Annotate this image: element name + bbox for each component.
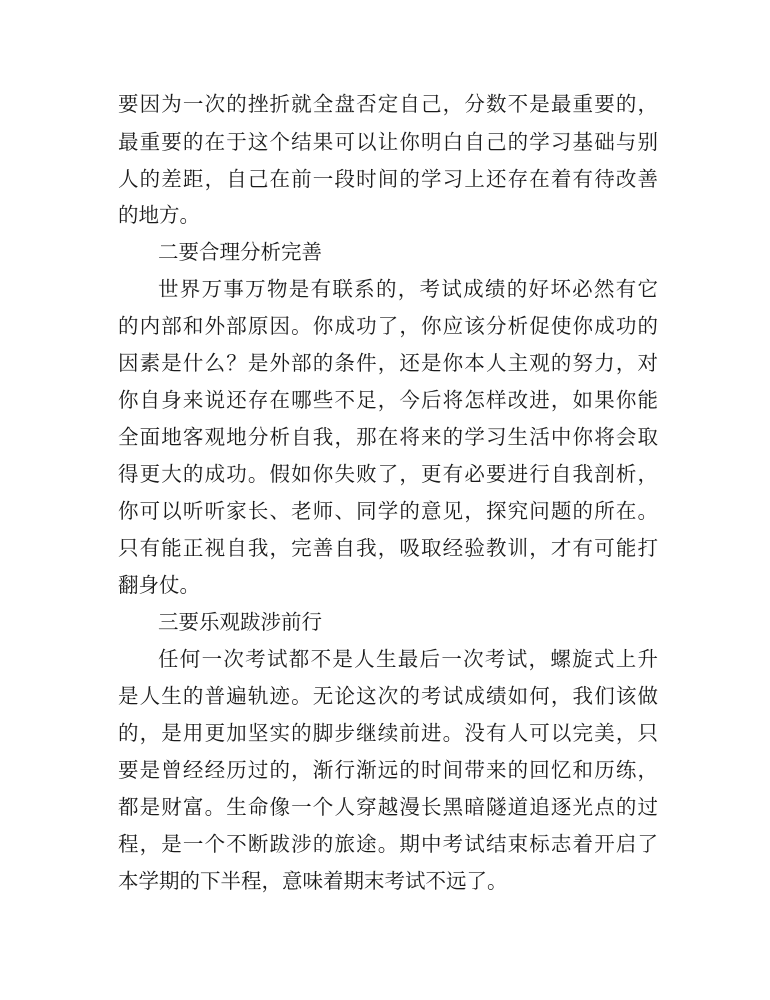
paragraph-2-line-8: 只有能正视自我，完善自我，吸取经验教训，才有可能打 <box>118 536 658 560</box>
paragraph-1-line-4: 的地方。 <box>118 203 200 227</box>
paragraph-1-line-3: 人的差距，自己在前一段时间的学习上还存在着有待改善 <box>118 167 658 191</box>
paragraph-2-line-2: 的内部和外部原因。你成功了，你应该分析促使你成功的 <box>118 314 658 338</box>
section-heading-3: 三要乐观跋涉前行 <box>158 610 322 634</box>
paragraph-2-line-1: 世界万事万物是有联系的，考试成绩的好坏必然有它 <box>158 277 658 301</box>
paragraph-1-line-1: 要因为一次的挫折就全盘否定自己，分数不是最重要的， <box>118 92 658 116</box>
paragraph-2-line-5: 全面地客观地分析自我，那在将来的学习生活中你将会取 <box>118 425 658 449</box>
paragraph-2-line-4: 你自身来说还存在哪些不足，今后将怎样改进，如果你能 <box>118 388 658 412</box>
paragraph-2-line-3: 因素是什么？是外部的条件，还是你本人主观的努力，对 <box>118 351 658 375</box>
paragraph-1-line-2: 最重要的在于这个结果可以让你明白自己的学习基础与别 <box>118 130 658 154</box>
paragraph-3-line-3: 的，是用更加坚实的脚步继续前进。没有人可以完美，只 <box>118 721 658 745</box>
paragraph-2-line-9: 翻身仗。 <box>118 573 200 597</box>
paragraph-3-line-4: 要是曾经经历过的，渐行渐远的时间带来的回忆和历练， <box>118 758 658 782</box>
paragraph-2-line-7: 你可以听听家长、老师、同学的意见，探究问题的所在。 <box>118 499 658 523</box>
paragraph-2-line-6: 得更大的成功。假如你失败了，更有必要进行自我剖析， <box>118 462 658 486</box>
paragraph-3-line-5: 都是财富。生命像一个人穿越漫长黑暗隧道追逐光点的过 <box>118 795 658 819</box>
section-heading-2: 二要合理分析完善 <box>158 240 322 264</box>
paragraph-3-line-6: 程，是一个不断跋涉的旅途。期中考试结束标志着开启了 <box>118 832 658 856</box>
paragraph-3-line-1: 任何一次考试都不是人生最后一次考试，螺旋式上升 <box>158 647 658 671</box>
paragraph-3-line-7: 本学期的下半程，意味着期末考试不远了。 <box>118 869 508 893</box>
paragraph-3-line-2: 是人生的普遍轨迹。无论这次的考试成绩如何，我们该做 <box>118 684 658 708</box>
